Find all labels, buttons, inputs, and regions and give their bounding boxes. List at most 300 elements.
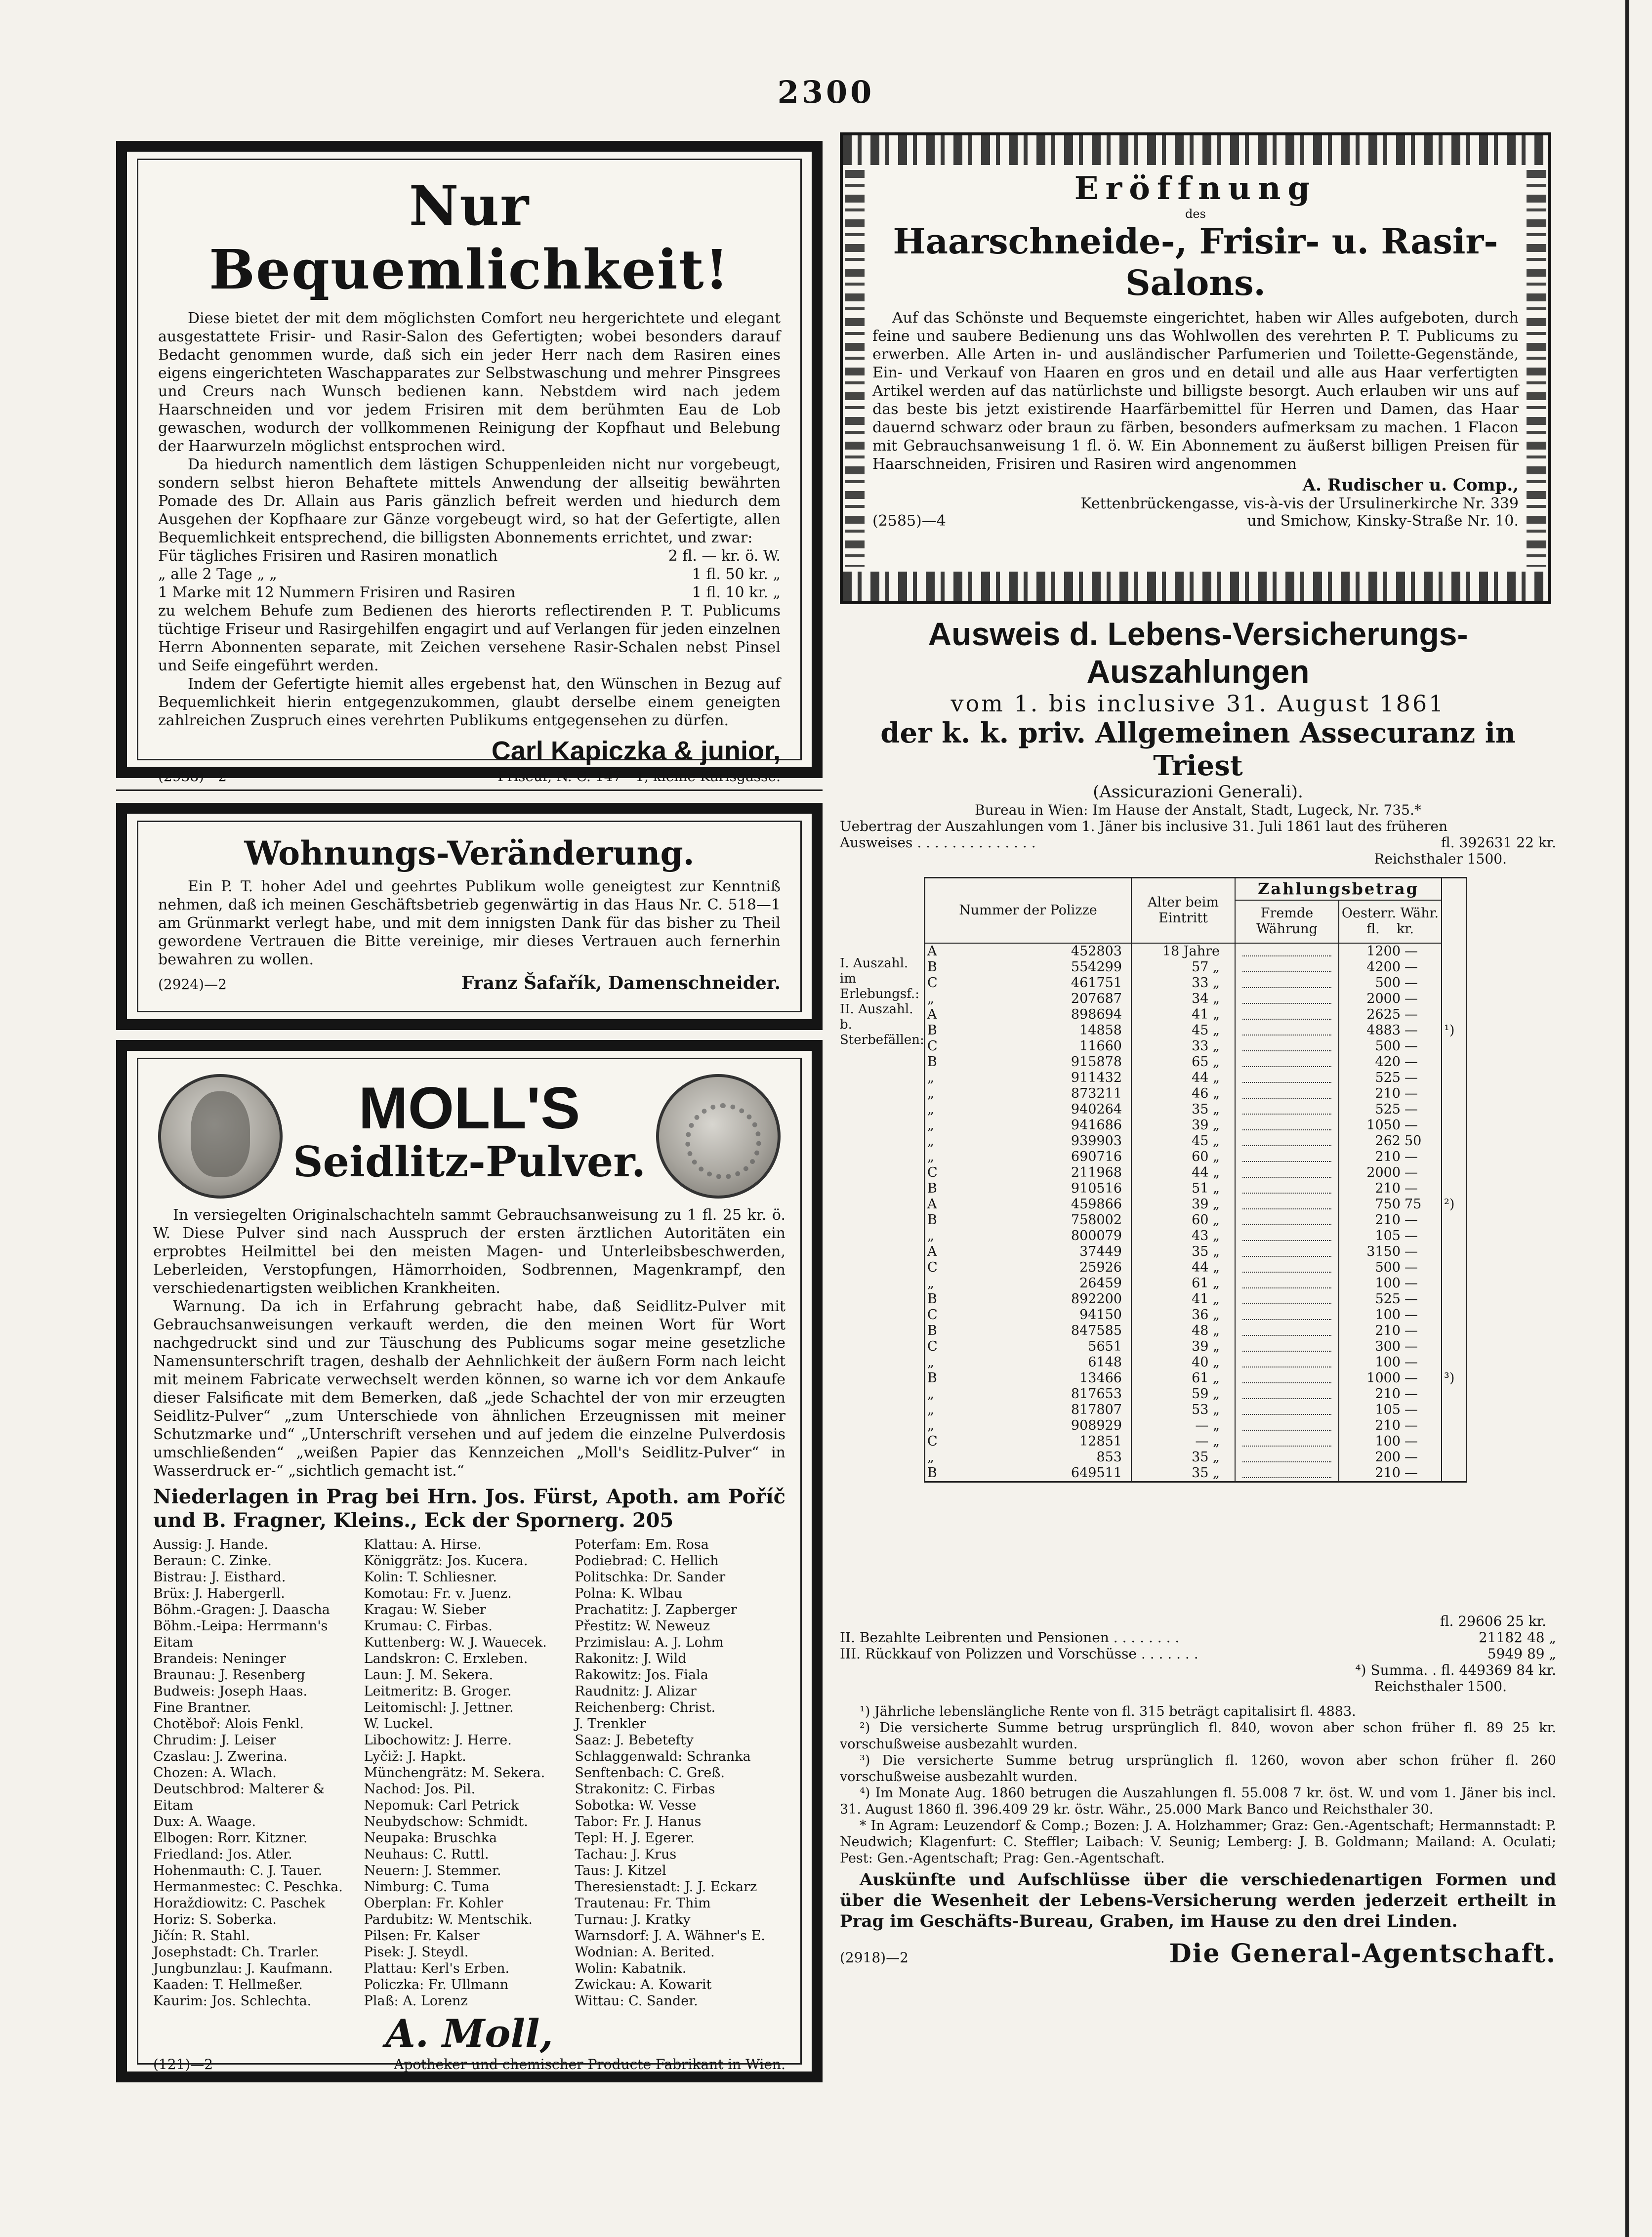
table-row xyxy=(925,1260,1467,1276)
dealer-entry: Pardubitz: W. Mentschik. xyxy=(364,1912,533,1927)
cell-s: B xyxy=(927,959,937,975)
cell-note xyxy=(1442,1102,1467,1118)
cell-a: 35 „ xyxy=(1131,1102,1235,1118)
cell-note xyxy=(1442,1038,1467,1054)
cell-s: B xyxy=(927,1291,937,1307)
cell-kr: 50 xyxy=(1404,1133,1422,1149)
cell-kr: — xyxy=(1404,1165,1418,1180)
cell-n: 911432 xyxy=(949,1070,1131,1086)
dealer-entry: Jičín: R. Stahl. xyxy=(153,1928,250,1944)
table-row xyxy=(925,1102,1467,1118)
cell-s: „ xyxy=(927,1118,934,1133)
table-row xyxy=(925,1197,1467,1212)
ad1-price-list xyxy=(158,547,781,602)
cell-foreign xyxy=(1235,1181,1339,1197)
ad-wohnungs-inner xyxy=(137,821,802,1012)
ad-bequemlichkeit xyxy=(116,141,823,785)
cell-foreign xyxy=(1235,1307,1339,1323)
ad1-price-value: 1 fl. 50 kr. „ xyxy=(692,566,781,583)
table-row xyxy=(925,1244,1467,1260)
dealer-entry: Lyčiž: J. Hapkt. xyxy=(364,1749,466,1764)
ad3-dealer-columns xyxy=(153,1536,785,2009)
cell-fl: 262 xyxy=(1375,1133,1401,1149)
table-row xyxy=(925,1007,1467,1023)
ad5-notes xyxy=(840,1703,1556,1866)
cell-kr: — xyxy=(1404,1291,1418,1307)
cell-fl: 210 xyxy=(1375,1465,1401,1481)
cell-a: 39 „ xyxy=(1131,1339,1235,1355)
cell-a: 44 „ xyxy=(1131,1165,1235,1181)
ad-bequemlichkeit-inner xyxy=(137,159,802,785)
cell-n: 908929 xyxy=(949,1418,1131,1434)
dealer-entry: Braunau: J. Resenberg xyxy=(153,1667,305,1683)
dealer-entry: Warnsdorf: J. A. Wähner's E. xyxy=(575,1928,765,1944)
cell-fl: 100 xyxy=(1375,1355,1401,1370)
dealer-entry: Wittau: C. Sander. xyxy=(575,1993,698,2009)
dealer-entry: Krumau: C. Firbas. xyxy=(364,1618,493,1634)
ad5-iii-label: III. Rückkauf von Polizzen und Vorschüsse . . . . . . . xyxy=(840,1646,1198,1662)
ad5-ii-label: II. Bezahlte Leibrenten und Pensionen . . . . . . . . xyxy=(840,1629,1180,1646)
dealer-entry: Poterfam: Em. Rosa xyxy=(575,1537,709,1552)
cell-a: 33 „ xyxy=(1131,975,1235,991)
cell-s: „ xyxy=(927,1086,934,1101)
cell-n: 94150 xyxy=(949,1307,1131,1323)
cell-foreign xyxy=(1235,1133,1339,1149)
dealer-entry: Tepl: H. J. Egerer. xyxy=(575,1830,695,1846)
cell-s: „ xyxy=(927,991,934,1006)
ad5-table-body xyxy=(925,943,1467,1482)
cell-foreign xyxy=(1235,959,1339,975)
cell-foreign xyxy=(1235,1450,1339,1465)
cell-fl: 420 xyxy=(1375,1054,1401,1070)
cell-s: B xyxy=(927,1023,937,1038)
dealer-entry: Hohenmauth: C. J. Tauer. xyxy=(153,1863,323,1878)
dealer-entry: Kuttenberg: W. J. Wauecek. xyxy=(364,1635,547,1650)
cell-a: 57 „ xyxy=(1131,959,1235,975)
dealer-entry: Policzka: Fr. Ullmann xyxy=(364,1977,509,1992)
cell-s: „ xyxy=(927,1355,934,1370)
dealer-entry: Rakonitz: J. Wild xyxy=(575,1651,687,1666)
cell-note xyxy=(1442,1418,1467,1434)
cell-foreign xyxy=(1235,1070,1339,1086)
cell-kr: — xyxy=(1404,1118,1418,1133)
row-group-label: II. Auszahl. b. xyxy=(840,1002,913,1032)
dealer-entry: Münchengrätz: M. Sekera. xyxy=(364,1765,545,1781)
ad4-subtitle: Haarschneide-, Frisir- u. Rasir-Salons. xyxy=(893,221,1498,303)
ad4-text: Auf das Schönste und Bequemste eingerichtet, haben wir Alles aufgeboten, durch feine und saubere Bedienung uns das Wohlwollen des verehrten P. T. Publicums zu erwerben. Alle Arten in- und ausländischer Parfumerien und Toilette-Gegenstände, Ein- und Verkauf von Haaren en gros und en detail und alle aus Haar verfertigten Artikel werden auf das natürlichste und billigste besorgt. Auch erlauben wir uns auf das beste bis jetzt existirende Haarfärbemittel für Herren und Damen, das Haar dauernd schwarz oder braun zu färben, besonders aufmerksam zu machen. 1 Flacon mit Gebrauchsanweisung 1 fl. ö. W. Ein Abonnement zu äußerst billigen Preisen für Haarschneiden, Frisiren und Rasiren wird angenommen xyxy=(872,309,1519,473)
ad5-uebertrag-label: Ausweises . . . . . . . . . . . . . . xyxy=(840,834,1036,851)
cell-n: 758002 xyxy=(949,1212,1131,1228)
dealer-entry: Schlaggenwald: Schranka xyxy=(575,1749,751,1764)
ad4-addr1: Kettenbrückengasse, vis-à-vis der Ursulinerkirche Nr. 339 xyxy=(1080,495,1519,512)
footnote: ⁴) Im Monate Aug. 1860 betrugen die Auszahlungen fl. 55.008 7 kr. öst. W. und vom 1. Jäner bis incl. 31. August 1860 fl. 396.409 29 kr. östr. Währ., 25.000 Mark Banco und Reichsthaler 30. xyxy=(840,1785,1556,1817)
dealer-entry: Politschka: Dr. Sander xyxy=(575,1570,726,1585)
dealer-entry: Landskron: C. Erxleben. xyxy=(364,1651,528,1666)
ad2-text: Ein P. T. hoher Adel und geehrtes Publikum wolle geneigtest zur Kenntniß nehmen, daß ich meinen Geschäftsbetrieb gegenwärtig in das Haus Nr. C. 518—1 am Grünmarkt verlegt habe, und mit dem innigsten Dank für das bisher zu Theil gewordene Vertrauen die Bitte vereinige, mir dieses Vertrauen auch fernerhin bewahren zu wollen. xyxy=(158,878,781,968)
ad1-price-value: 2 fl. — kr. ö. W. xyxy=(668,547,781,565)
cell-s: „ xyxy=(927,1386,934,1402)
th-police: Nummer der Polizze xyxy=(925,878,1132,944)
cell-a: 45 „ xyxy=(1131,1023,1235,1038)
table-row xyxy=(925,1339,1467,1355)
dealer-entry: Königgrätz: Jos. Kucera. xyxy=(364,1553,528,1569)
footnote: * In Agram: Leuzendorf & Comp.; Bozen: J. A. Holzhammer; Graz: Gen.-Agentschaft; Hermannstadt: P. Neudwich; Klagenfurt: C. Steffler; Laibach: V. Seunig; Lemberg: J. B. Goldmann; Mailand: A. Oculati; Pest: Gen.-Agentschaft; Prag: Gen.-Agentschaft. xyxy=(840,1818,1556,1866)
cell-kr: — xyxy=(1404,1244,1418,1259)
cell-n: 910516 xyxy=(949,1181,1131,1197)
cell-foreign xyxy=(1235,1434,1339,1450)
dealer-entry: Plaß: A. Lorenz xyxy=(364,1993,468,2009)
ad4-code: (2585)—4 xyxy=(872,512,946,530)
cell-n: 461751 xyxy=(949,975,1131,991)
cell-a: 44 „ xyxy=(1131,1260,1235,1276)
dealer-entry: Sobotka: W. Vesse xyxy=(575,1798,697,1813)
cell-note xyxy=(1442,1323,1467,1339)
ad-moll-inner xyxy=(137,1058,802,2072)
cell-a: — „ xyxy=(1131,1418,1235,1434)
cell-foreign xyxy=(1235,1054,1339,1070)
ad5-code: (2918)—2 xyxy=(840,1949,909,1966)
cell-n: 211968 xyxy=(949,1165,1131,1181)
cell-n: 898694 xyxy=(949,1007,1131,1023)
dealer-entry: Nachod: Jos. Pil. xyxy=(364,1781,476,1797)
dealer-entry: Horiz: S. Soberka. xyxy=(153,1912,277,1927)
cell-kr: — xyxy=(1404,1086,1418,1101)
dealer-entry: Horaždiowitz: C. Paschek xyxy=(153,1896,326,1911)
cell-n: 940264 xyxy=(949,1102,1131,1118)
ad-moll xyxy=(116,1040,823,2082)
ad-eroeffnung xyxy=(840,132,1551,604)
ad5-summa-rt: Reichsthaler 1500. xyxy=(1374,1678,1507,1695)
table-row xyxy=(925,1149,1467,1165)
cell-a: 35 „ xyxy=(1131,1244,1235,1260)
ornament-right xyxy=(1527,170,1546,567)
ad3-code: (121)—2 xyxy=(153,2056,213,2072)
cell-note xyxy=(1442,1465,1467,1482)
cell-foreign xyxy=(1235,1007,1339,1023)
cell-note: ¹) xyxy=(1442,1023,1467,1038)
table-row xyxy=(925,1450,1467,1465)
ad1-price-value: 1 fl. 10 kr. „ xyxy=(692,584,781,601)
cell-foreign xyxy=(1235,1102,1339,1118)
cell-fl: 525 xyxy=(1375,1291,1401,1307)
cell-n: 5651 xyxy=(949,1339,1131,1355)
ad3-signature: A. Moll, xyxy=(385,2011,553,2056)
cell-fl: 210 xyxy=(1375,1149,1401,1164)
dealer-entry: Kragau: W. Sieber xyxy=(364,1602,486,1617)
cell-fl: 210 xyxy=(1375,1212,1401,1228)
dealer-entry: Wolin: Kabatnik. xyxy=(575,1961,687,1976)
cell-a: 48 „ xyxy=(1131,1323,1235,1339)
cell-note xyxy=(1442,1260,1467,1276)
cell-kr: 75 xyxy=(1404,1197,1422,1212)
cell-note xyxy=(1442,1212,1467,1228)
cell-foreign xyxy=(1235,1323,1339,1339)
cell-kr: — xyxy=(1404,991,1418,1006)
cell-s: C xyxy=(927,1165,938,1180)
ad1-price-row xyxy=(158,565,781,583)
dealer-entry: Bistrau: J. Eisthard. xyxy=(153,1570,286,1585)
ad5-bureau: Bureau in Wien: Im Hause der Anstalt, Stadt, Lugeck, Nr. 735.* xyxy=(975,802,1421,818)
table-row xyxy=(925,1370,1467,1386)
table-row xyxy=(925,1070,1467,1086)
cell-fl: 2000 xyxy=(1366,1165,1401,1180)
cell-n: 915878 xyxy=(949,1054,1131,1070)
cell-a: 60 „ xyxy=(1131,1149,1235,1165)
dealer-entry: Klattau: A. Hirse. xyxy=(364,1537,482,1552)
dealer-entry: Plattau: Kerl's Erben. xyxy=(364,1961,510,1976)
cell-a: 53 „ xyxy=(1131,1402,1235,1418)
cell-kr: — xyxy=(1404,944,1418,959)
cell-s: A xyxy=(927,1244,937,1259)
dealer-entry: Neupaka: Bruschka xyxy=(364,1830,497,1846)
ad5-line4: (Assicurazioni Generali). xyxy=(1093,782,1303,802)
cell-n: 817807 xyxy=(949,1402,1131,1418)
cell-note xyxy=(1442,959,1467,975)
ad5-ii-value: 21182 48 „ xyxy=(1478,1629,1556,1646)
ad1-price-label: „ alle 2 Tage „ „ xyxy=(158,566,277,583)
dealer-entry: Tabor: Fr. J. Hanus xyxy=(575,1814,702,1829)
cell-foreign xyxy=(1235,1355,1339,1370)
cell-note xyxy=(1442,1165,1467,1181)
cell-s: „ xyxy=(927,1228,934,1243)
ad3-title: MOLL'S xyxy=(358,1075,580,1141)
cell-s: „ xyxy=(927,1149,934,1164)
th-oesterr: Oesterr. Währ. fl. kr. xyxy=(1339,900,1442,943)
cell-note xyxy=(1442,1007,1467,1023)
dealer-entry: Chozen: A. Wlach. xyxy=(153,1765,277,1781)
page-edge-line xyxy=(1625,0,1629,2237)
cell-fl: 300 xyxy=(1375,1339,1401,1354)
cell-fl: 210 xyxy=(1375,1386,1401,1402)
dealer-entry: Libochowitz: J. Herre. xyxy=(364,1733,512,1748)
table-row xyxy=(925,1402,1467,1418)
ad1-code: (2938)—2 xyxy=(158,768,227,785)
cell-kr: — xyxy=(1404,1323,1418,1338)
dealer-entry: Przimislau: A. J. Lohm xyxy=(575,1635,724,1650)
cell-note xyxy=(1442,1291,1467,1307)
ornament-top xyxy=(843,135,1548,165)
divider xyxy=(116,789,823,791)
table-row xyxy=(925,1276,1467,1291)
cell-foreign xyxy=(1235,991,1339,1007)
dealer-entry: Kaurim: Jos. Schlechta. xyxy=(153,1993,312,2009)
dealer-entry: J. Trenkler xyxy=(575,1716,646,1732)
cell-a: 35 „ xyxy=(1131,1450,1235,1465)
cell-s: B xyxy=(927,1181,937,1196)
cell-s: C xyxy=(927,975,938,991)
table-row xyxy=(925,1434,1467,1450)
medal-portrait-image xyxy=(158,1074,283,1199)
cell-foreign xyxy=(1235,1197,1339,1212)
cell-kr: — xyxy=(1404,975,1418,991)
ad1-title: Nur Bequemlichkeit! xyxy=(209,174,730,301)
cell-n: 853 xyxy=(949,1450,1131,1465)
cell-n: 800079 xyxy=(949,1228,1131,1244)
dealer-entry: Fine Brantner. xyxy=(153,1700,251,1715)
cell-kr: — xyxy=(1404,1434,1418,1449)
cell-a: 34 „ xyxy=(1131,991,1235,1007)
dealer-entry: Polna: K. Wlbau xyxy=(575,1586,682,1601)
cell-s: B xyxy=(927,1323,937,1338)
dealer-entry: Komotau: Fr. v. Juenz. xyxy=(364,1586,512,1601)
ornament-bottom xyxy=(843,572,1548,601)
cell-kr: — xyxy=(1404,1070,1418,1085)
cell-n: 26459 xyxy=(949,1276,1131,1291)
cell-s: C xyxy=(927,1260,938,1275)
dealer-entry: Kaaden: T. Hellmeßer. xyxy=(153,1977,303,1992)
cell-note xyxy=(1442,991,1467,1007)
table-row xyxy=(925,1133,1467,1149)
cell-fl: 4200 xyxy=(1366,959,1401,975)
cell-kr: — xyxy=(1404,1307,1418,1323)
footnote: ²) Die versicherte Summe betrug ursprünglich fl. 840, wovon aber schon früher fl. 89 25 kr. vorschußweise ausbezahlt wurden. xyxy=(840,1720,1556,1752)
cell-foreign xyxy=(1235,1291,1339,1307)
dealer-entry: Böhm.-Leipa: Herrmann's xyxy=(153,1618,328,1634)
dealer-entry: Böhm.-Gragen: J. Daascha xyxy=(153,1602,330,1617)
table-row xyxy=(925,1355,1467,1370)
dealer-entry: Tachau: J. Krus xyxy=(575,1847,677,1862)
cell-a: 35 „ xyxy=(1131,1465,1235,1482)
table-row xyxy=(925,1181,1467,1197)
cell-a: 36 „ xyxy=(1131,1307,1235,1323)
cell-note: ³) xyxy=(1442,1370,1467,1386)
cell-s: B xyxy=(927,1054,937,1070)
cell-a: 65 „ xyxy=(1131,1054,1235,1070)
cell-note xyxy=(1442,1307,1467,1323)
cell-fl: 1200 xyxy=(1366,944,1401,959)
ad2-signature: Franz Šafařík, Damenschneider. xyxy=(461,973,781,994)
ad4-firm: A. Rudischer u. Comp., xyxy=(1302,475,1519,495)
cell-fl: 3150 xyxy=(1366,1244,1401,1259)
cell-fl: 100 xyxy=(1375,1307,1401,1323)
cell-n: 25926 xyxy=(949,1260,1131,1276)
cell-foreign xyxy=(1235,1023,1339,1038)
dealer-entry: Prachatitz: J. Zapberger xyxy=(575,1602,737,1617)
cell-foreign xyxy=(1235,1244,1339,1260)
table-row xyxy=(925,1212,1467,1228)
cell-n: 6148 xyxy=(949,1355,1131,1370)
dealer-entry: Laun: J. M. Sekera. xyxy=(364,1667,494,1683)
cell-n: 452803 xyxy=(949,943,1131,959)
table-row xyxy=(925,1086,1467,1102)
cell-a: 51 „ xyxy=(1131,1181,1235,1197)
cell-fl: 525 xyxy=(1375,1070,1401,1085)
cell-a: 45 „ xyxy=(1131,1133,1235,1149)
footnote: ³) Die versicherte Summe betrug ursprünglich fl. 1260, wovon aber schon früher fl. 260 vorschußweise ausbezahlt wurden. xyxy=(840,1753,1556,1784)
dealer-entry: Chotěboř: Alois Fenkl. xyxy=(153,1716,304,1732)
cell-s: C xyxy=(927,1339,938,1354)
cell-n: 459866 xyxy=(949,1197,1131,1212)
cell-n: 847585 xyxy=(949,1323,1131,1339)
cell-s: B xyxy=(927,1465,937,1481)
ad5-title: Ausweis d. Lebens-Versicherungs-Auszahlungen xyxy=(928,616,1468,690)
cell-foreign xyxy=(1235,1276,1339,1291)
cell-kr: — xyxy=(1404,1023,1418,1038)
cell-kr: — xyxy=(1404,1181,1418,1196)
cell-fl: 1050 xyxy=(1366,1118,1401,1133)
ad5-uebertrag-value: fl. 392631 22 kr. xyxy=(1441,834,1556,851)
cell-foreign xyxy=(1235,975,1339,991)
dealer-entry: Neubydschow: Schmidt. xyxy=(364,1814,528,1829)
cell-a: 61 „ xyxy=(1131,1276,1235,1291)
th-age: Alter beim Eintritt xyxy=(1131,878,1235,944)
ad5-iii-value: 5949 89 „ xyxy=(1487,1646,1556,1662)
ad4-addr2: und Smichow, Kinsky-Straße Nr. 10. xyxy=(1247,512,1519,530)
cell-foreign xyxy=(1235,1402,1339,1418)
cell-s: „ xyxy=(927,1418,934,1433)
ad1-para4: Indem der Gefertigte hiemit alles ergebenst hat, den Wünschen in Bezug auf Bequemlichkeit hierin entgegenzukommen, glaubt derselbe einem geneigten zahlreichen Zuspruch eines verehrten Publikums entgegensehen zu dürfen. xyxy=(158,675,781,729)
dealer-entry: Eitam xyxy=(153,1798,193,1813)
dealer-entry: Rakowitz: Jos. Fiala xyxy=(575,1667,708,1683)
table-row xyxy=(925,1118,1467,1133)
cell-n: 14858 xyxy=(949,1023,1131,1038)
cell-foreign xyxy=(1235,1370,1339,1386)
table-row xyxy=(925,1038,1467,1054)
ad5-subtotal: fl. 29606 25 kr. xyxy=(1440,1613,1546,1629)
cell-foreign xyxy=(1235,1260,1339,1276)
cell-kr: — xyxy=(1404,1450,1418,1465)
cell-foreign xyxy=(1235,1465,1339,1482)
table-row xyxy=(925,1323,1467,1339)
ad5-summa: ⁴) Summa. . fl. 449369 84 kr. xyxy=(1355,1662,1556,1678)
table-row xyxy=(925,943,1467,959)
ad1-address: Friseur, N. C. 147—1, kleine Karlsgasse. xyxy=(497,768,781,785)
table-row xyxy=(925,1228,1467,1244)
ad1-price-label: Für tägliches Frisiren und Rasiren monatlich xyxy=(158,547,498,565)
cell-s: C xyxy=(927,1434,938,1449)
cell-kr: — xyxy=(1404,1212,1418,1228)
cell-kr: — xyxy=(1404,1370,1418,1386)
cell-note xyxy=(1442,1149,1467,1165)
cell-kr: — xyxy=(1404,1276,1418,1291)
cell-fl: 500 xyxy=(1375,975,1401,991)
cell-note xyxy=(1442,1228,1467,1244)
cell-s: „ xyxy=(927,1070,934,1085)
dealer-entry: Kolin: T. Schliesner. xyxy=(364,1570,497,1585)
cell-foreign xyxy=(1235,1386,1339,1402)
ad3-para1: In versiegelten Originalschachteln sammt Gebrauchsanweisung zu 1 fl. 25 kr. ö. W. Diese Pulver sind nach Ausspruch der ersten ärztlichen Autoritäten ein erprobtes Heilmittel bei den meisten Magen- und Unterleibsbeschwerden, Leberleiden, Verstopfungen, Hämorrhoiden, Sodbrennen, Magenkrampf, den verschiedenartigsten weiblichen Krankheiten. xyxy=(153,1206,785,1297)
dealer-entry: Trautenau: Fr. Thim xyxy=(575,1896,711,1911)
cell-fl: 210 xyxy=(1375,1323,1401,1338)
ad3-subtitle-firm: Apotheker und chemischer Producte Fabrikant in Wien. xyxy=(394,2056,785,2072)
dealer-entry: Leitomischl: J. Jettner. xyxy=(364,1700,514,1715)
th-foreign: Fremde Währung xyxy=(1235,900,1339,943)
cell-a: 39 „ xyxy=(1131,1118,1235,1133)
cell-note xyxy=(1442,943,1467,959)
cell-a: 60 „ xyxy=(1131,1212,1235,1228)
dealer-entry: Turnau: J. Kratky xyxy=(575,1912,691,1927)
cell-s: A xyxy=(927,1197,937,1212)
dealer-entry: Dux: A. Waage. xyxy=(153,1814,256,1829)
cell-fl: 500 xyxy=(1375,1038,1401,1054)
cell-kr: — xyxy=(1404,1386,1418,1402)
cell-kr: — xyxy=(1404,1054,1418,1070)
cell-a: 39 „ xyxy=(1131,1197,1235,1212)
dealer-entry: Leitmeritz: B. Groger. xyxy=(364,1684,512,1699)
cell-fl: 750 xyxy=(1375,1197,1401,1212)
cell-kr: — xyxy=(1404,1339,1418,1354)
cell-s: „ xyxy=(927,1276,934,1291)
cell-foreign xyxy=(1235,1228,1339,1244)
cell-n: 873211 xyxy=(949,1086,1131,1102)
footnote: ¹) Jährliche lebenslängliche Rente von fl. 315 beträgt capitalisirt fl. 4883. xyxy=(860,1704,1356,1719)
cell-a: — „ xyxy=(1131,1434,1235,1450)
cell-n: 939903 xyxy=(949,1133,1131,1149)
cell-foreign xyxy=(1235,1038,1339,1054)
dealer-entry: Nimburg: C. Tuma xyxy=(364,1879,490,1895)
cell-a: 41 „ xyxy=(1131,1291,1235,1307)
cell-note xyxy=(1442,1118,1467,1133)
